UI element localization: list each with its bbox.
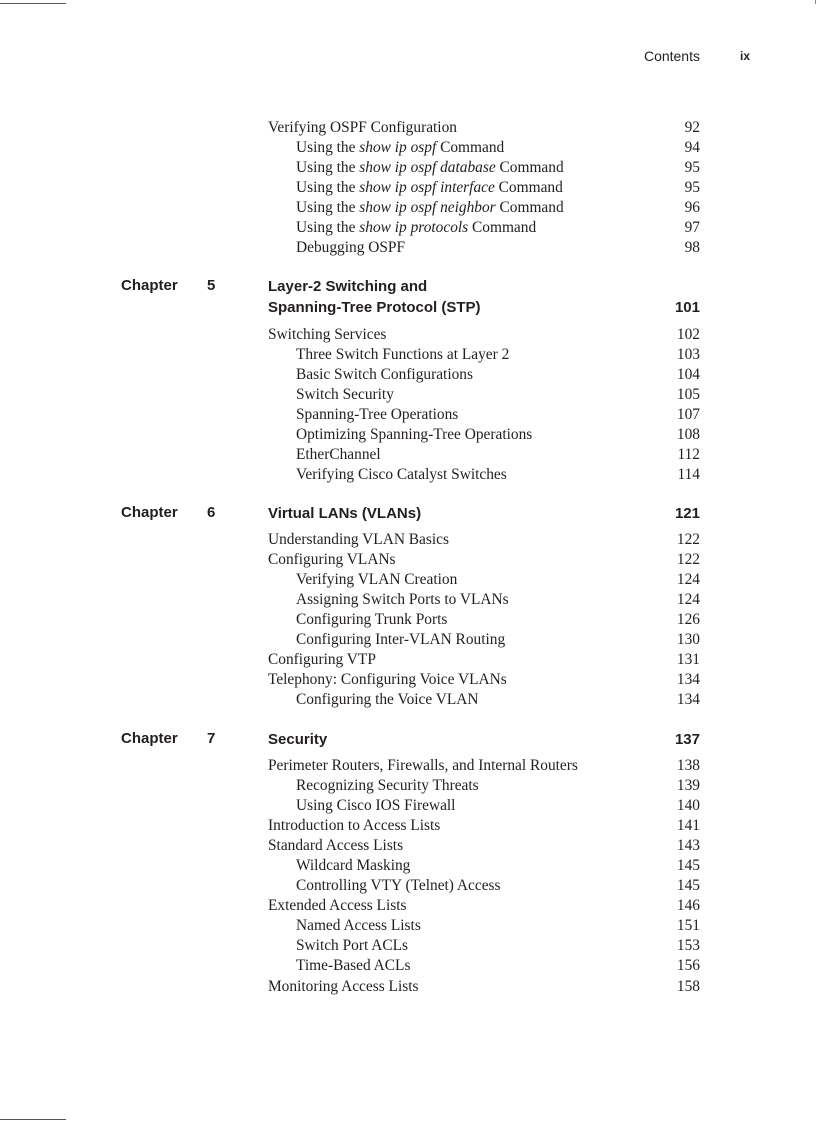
toc-entry[interactable]	[268, 896, 700, 916]
toc-entry-title: Using the show ip ospf neighbor Command	[296, 199, 564, 216]
toc-entry-title: Configuring Trunk Ports	[296, 611, 448, 628]
toc-entry[interactable]	[268, 118, 700, 138]
toc-entry-title: Telephony: Configuring Voice VLANs	[268, 671, 507, 688]
toc-entry-title: Using the show ip ospf database Command	[296, 159, 564, 176]
toc-entry-title: Named Access Lists	[296, 917, 421, 934]
toc-entry-page: 92	[684, 119, 700, 136]
toc-entry-title: Switch Security	[296, 386, 394, 403]
toc-entry-title: Assigning Switch Ports to VLANs	[296, 591, 509, 608]
toc-entry-title: Basic Switch Configurations	[296, 366, 473, 383]
toc-entry-page: 140	[676, 797, 700, 814]
chapter-title-line: Security	[268, 731, 328, 748]
chapter-page: 101	[674, 299, 700, 316]
toc-subentry[interactable]	[268, 956, 700, 976]
toc-subentry[interactable]	[268, 365, 700, 385]
toc-entry-page: 103	[676, 346, 700, 363]
toc-entry-title: Using the show ip ospf interface Command	[296, 179, 563, 196]
chapter-number: 6	[207, 504, 216, 521]
toc-subentry[interactable]	[268, 936, 700, 956]
toc-entry-title: Using the show ip ospf Command	[296, 139, 505, 156]
toc-entry-page: 95	[684, 179, 700, 196]
chapter-title[interactable]	[268, 503, 700, 524]
header-page-number: ix	[740, 49, 751, 63]
chapter-title[interactable]	[268, 729, 700, 750]
toc-entry[interactable]	[268, 756, 700, 776]
toc-subentry[interactable]	[268, 916, 700, 936]
toc-entry[interactable]	[268, 325, 700, 345]
toc-entry-title: Switch Port ACLs	[296, 937, 409, 954]
toc-entry[interactable]	[268, 977, 700, 997]
toc-entry[interactable]	[268, 816, 700, 836]
chapter-number: 5	[207, 277, 216, 294]
toc-subentry[interactable]	[268, 796, 700, 816]
toc-entry-page: 124	[676, 591, 700, 608]
toc-entry[interactable]	[268, 530, 700, 550]
chapter-title[interactable]	[268, 276, 700, 318]
header-section-title: Contents	[643, 48, 700, 64]
toc-entry-title: Wildcard Masking	[296, 857, 411, 874]
toc-subentry[interactable]	[268, 630, 700, 650]
toc-subentry[interactable]	[268, 158, 700, 178]
toc-entry-page: 153	[676, 937, 700, 954]
crop-mark-top-left	[0, 3, 66, 4]
toc-entry-title: Standard Access Lists	[268, 837, 404, 854]
toc-entry-title: Configuring VLANs	[268, 551, 396, 568]
toc-subentry[interactable]	[268, 776, 700, 796]
toc-subentry[interactable]	[268, 856, 700, 876]
toc-entry-page: 108	[676, 426, 700, 443]
toc-subentry[interactable]	[268, 425, 700, 445]
toc-entry-page: 96	[684, 199, 700, 216]
toc-entry-page: 134	[676, 671, 700, 688]
chapter-label: Chapter	[121, 504, 178, 521]
crop-mark-bottom-left	[0, 1119, 66, 1120]
toc-subentry[interactable]	[268, 590, 700, 610]
toc-subentry[interactable]	[268, 465, 700, 485]
toc-subentry[interactable]	[268, 138, 700, 158]
toc-entry-page: 156	[676, 957, 700, 974]
toc-entry-title: Using Cisco IOS Firewall	[296, 797, 456, 814]
toc-entry-page: 143	[676, 837, 700, 854]
toc-entry-title: Configuring the Voice VLAN	[296, 691, 479, 708]
toc-entry-page: 97	[684, 219, 700, 236]
toc-subentry[interactable]	[268, 198, 700, 218]
toc-subentry[interactable]	[268, 405, 700, 425]
toc-entry-title: Debugging OSPF	[296, 239, 406, 256]
toc-subentry[interactable]	[268, 178, 700, 198]
toc-entry-page: 131	[676, 651, 700, 668]
toc-entry-title: Monitoring Access Lists	[268, 978, 419, 995]
toc-entry-page: 107	[676, 406, 700, 423]
toc-entry-page: 104	[676, 366, 700, 383]
toc-entry-page: 141	[676, 817, 700, 834]
toc-entry-page: 151	[676, 917, 700, 934]
chapter-page: 137	[674, 731, 700, 748]
toc-entry-title: Spanning-Tree Operations	[296, 406, 459, 423]
toc-entry-page: 102	[676, 326, 700, 343]
toc-entry-page: 130	[676, 631, 700, 648]
toc-subentry[interactable]	[268, 876, 700, 896]
toc-entry-page: 124	[676, 571, 700, 588]
toc-entry-page: 105	[676, 386, 700, 403]
toc-entry-title: Configuring VTP	[268, 651, 376, 668]
toc-entry-page: 145	[676, 857, 700, 874]
chapter-label: Chapter	[121, 277, 178, 294]
toc-entry-page: 146	[676, 897, 700, 914]
toc-entry-title: Understanding VLAN Basics	[268, 531, 449, 548]
toc-entry-title: Three Switch Functions at Layer 2	[296, 346, 510, 363]
toc-entry-title: Perimeter Routers, Firewalls, and Internal Routers	[268, 757, 578, 774]
toc-entry-page: 126	[676, 611, 700, 628]
toc-entry-page: 94	[684, 139, 700, 156]
toc-entry-title: Verifying VLAN Creation	[296, 571, 458, 588]
toc-entry-page: 122	[676, 531, 700, 548]
toc-entry-page: 139	[676, 777, 700, 794]
toc-entry-page: 95	[684, 159, 700, 176]
toc-entry-title: EtherChannel	[296, 446, 381, 463]
toc-entry-page: 112	[677, 446, 700, 463]
toc-entry[interactable]	[268, 650, 700, 670]
toc-entry[interactable]	[268, 670, 700, 690]
toc-entry-page: 122	[676, 551, 700, 568]
toc-entry-title: Using the show ip protocols Command	[296, 219, 537, 236]
toc-subentry[interactable]	[268, 610, 700, 630]
toc-entry-page: 114	[677, 466, 700, 483]
running-header	[643, 48, 751, 64]
toc-entry[interactable]	[268, 836, 700, 856]
toc-subentry[interactable]	[268, 218, 700, 238]
toc-entry-title: Switching Services	[268, 326, 387, 343]
toc-entry-page: 134	[676, 691, 700, 708]
toc-entry-title: Controlling VTY (Telnet) Access	[296, 877, 501, 894]
toc-entry-title: Time-Based ACLs	[296, 957, 411, 974]
toc-entry-title: Optimizing Spanning-Tree Operations	[296, 426, 533, 443]
toc-subentry[interactable]	[268, 570, 700, 590]
chapter-title-line: Layer-2 Switching and	[268, 278, 428, 295]
toc-entry-page: 158	[676, 978, 700, 995]
toc-entry-title: Recognizing Security Threats	[296, 777, 479, 794]
toc-subentry[interactable]	[268, 385, 700, 405]
toc-entry-page: 138	[676, 757, 700, 774]
toc-subentry[interactable]	[268, 238, 700, 258]
toc-subentry[interactable]	[268, 690, 700, 710]
chapter-title-line: Virtual LANs (VLANs)	[268, 505, 422, 522]
chapter-label: Chapter	[121, 730, 178, 747]
toc-subentry[interactable]	[268, 345, 700, 365]
toc-entry-title: Extended Access Lists	[268, 897, 407, 914]
toc-entry-title: Verifying Cisco Catalyst Switches	[296, 466, 507, 483]
toc-entry-title: Introduction to Access Lists	[268, 817, 441, 834]
toc-entry-title: Verifying OSPF Configuration	[268, 119, 457, 136]
toc-entry-title: Configuring Inter-VLAN Routing	[296, 631, 506, 648]
chapter-page: 121	[674, 505, 700, 522]
chapter-number: 7	[207, 730, 216, 747]
chapter-title-line: Spanning-Tree Protocol (STP)	[268, 299, 481, 316]
toc-subentry[interactable]	[268, 445, 700, 465]
toc-entry-page: 145	[676, 877, 700, 894]
toc-entry-page: 98	[684, 239, 700, 256]
toc-entry[interactable]	[268, 550, 700, 570]
